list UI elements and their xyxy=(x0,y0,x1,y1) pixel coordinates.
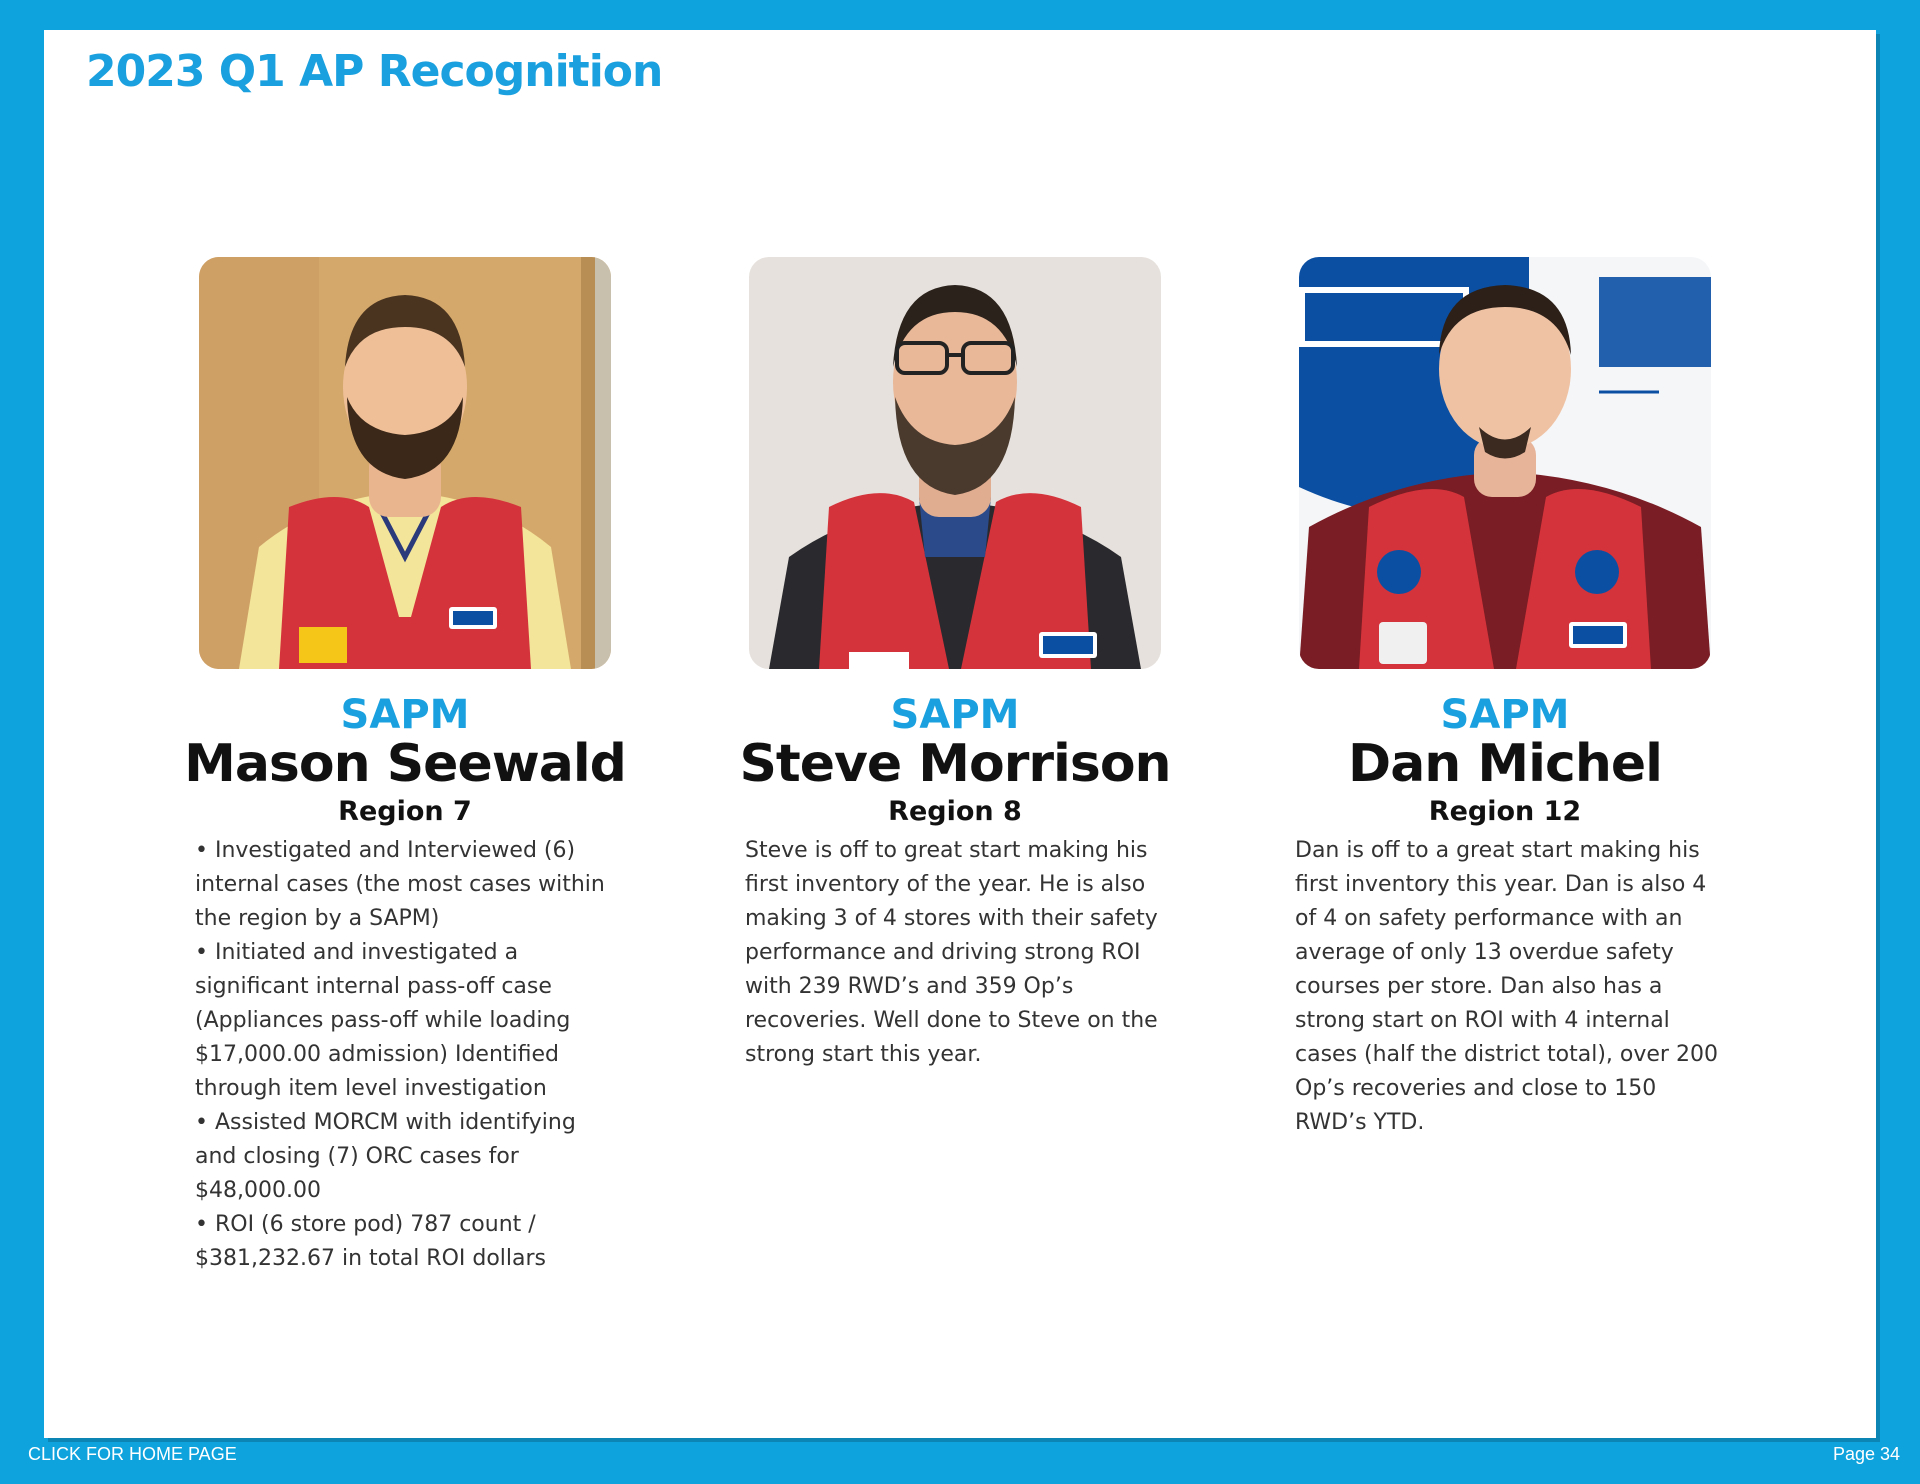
photo-dan-michel xyxy=(1299,257,1711,669)
page xyxy=(44,30,1876,1438)
page-number: Page 34 xyxy=(1832,1444,1900,1464)
description-text: Dan is off to a great start making his first inventory this year. Dan is also 4 of 4 on safety performance with an average of only 13 overdue safety courses per store. Dan also has a strong start on ROI with 4 internal cases (half the district total), over 200 Op’s recoveries and close to 150 RWD’s YTD. xyxy=(1295,837,1718,1135)
portrait-image xyxy=(749,257,1161,669)
description-text: Steve is off to great start making his first inventory of the year. He is also making 3 of 4 stores with their safety performance and driving strong ROI with 239 RWD’s and 359 Op’s recoveries. Well done to Steve on the strong start this year. xyxy=(745,837,1158,1067)
achievement-item: • ROI (6 store pod) 787 count / $381,232.67 in total ROI dollars xyxy=(195,1211,547,1271)
recognition-card-dan xyxy=(1275,257,1735,1140)
portrait-image xyxy=(199,257,611,669)
region-label: Region 7 xyxy=(338,795,472,827)
region-label: Region 8 xyxy=(888,795,1022,827)
region-label: Region 12 xyxy=(1428,795,1582,827)
recognition-card-mason xyxy=(175,257,635,1276)
photo-steve-morrison xyxy=(749,257,1161,669)
portrait-image xyxy=(1299,257,1711,669)
photo-mason-seewald xyxy=(199,257,611,669)
role-label: SAPM xyxy=(340,692,470,738)
recognition-card-steve xyxy=(725,257,1185,1072)
person-name: Dan Michel xyxy=(1348,734,1662,794)
achievements-list xyxy=(175,834,635,1276)
person-name: Mason Seewald xyxy=(184,734,626,794)
page-title: 2023 Q1 AP Recognition xyxy=(86,46,663,97)
person-name: Steve Morrison xyxy=(739,734,1171,794)
role-label: SAPM xyxy=(890,692,1020,738)
achievement-item: • Investigated and Interviewed (6) internal cases (the most cases within the region by a SAPM) xyxy=(195,837,605,931)
role-label: SAPM xyxy=(1440,692,1570,738)
home-page-link[interactable]: CLICK FOR HOME PAGE xyxy=(28,1444,237,1464)
achievement-item: • Initiated and investigated a significant internal pass-off case (Appliances pass-off while loading $17,000.00 admission) Identified through item level investigation xyxy=(195,939,571,1101)
achievement-item: • Assisted MORCM with identifying and closing (7) ORC cases for $48,000.00 xyxy=(195,1109,576,1203)
